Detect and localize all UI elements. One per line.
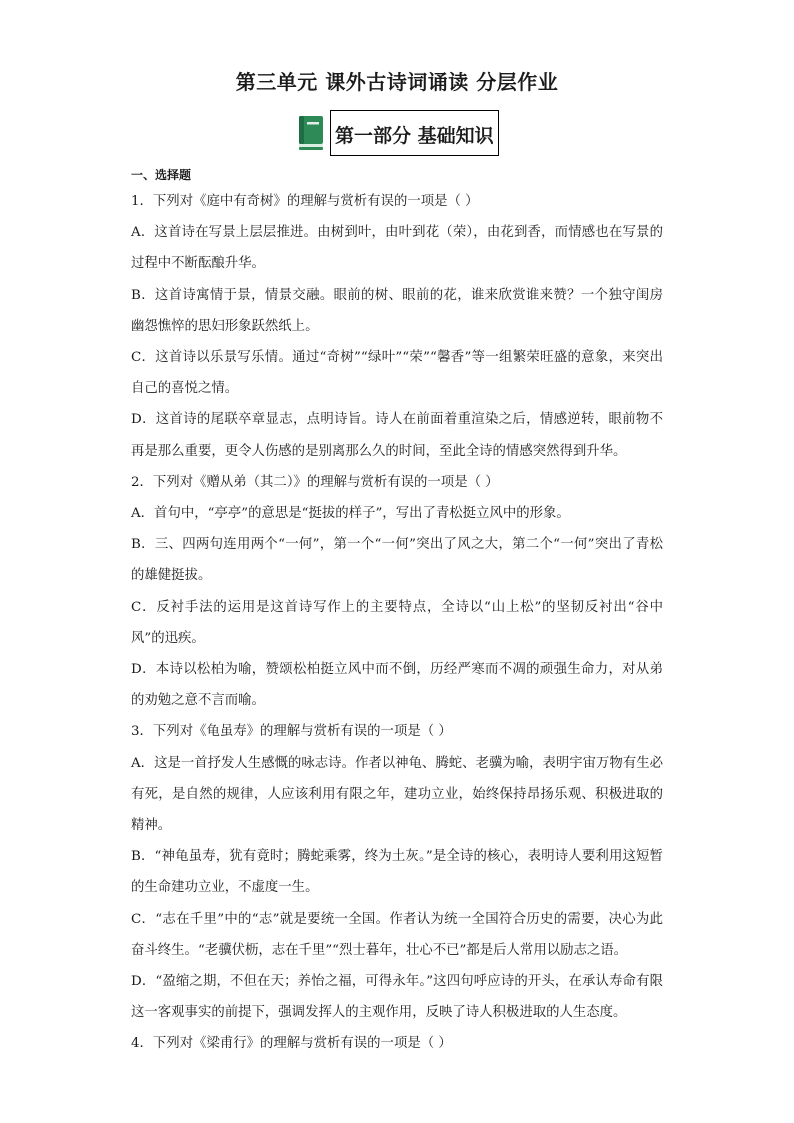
question-3-option-a: A．这是一首抒发人生感慨的咏志诗。作者以神龟、腾蛇、老骥为喻，表明宇宙万物有生必有死，是自然的规律，人应该利用有限之年，建功立业，始终保持昂扬乐观、积极进取的精神。 <box>131 755 663 834</box>
question-2-option-b: B．三、四两句连用两个“一何”，第一个“一何”突出了风之大，第二个“一何”突出了青松的雄健挺拔。 <box>131 537 663 584</box>
question-2-option-d: D．本诗以松柏为喻，赞颂松柏挺立风中而不倒，历经严寒而不凋的顽强生命力，对从弟的劝勉之意不言而喻。 <box>131 662 663 709</box>
question-content <box>131 164 663 1060</box>
section-title: 第一部分 基础知识 <box>330 110 499 156</box>
question-3-stem: 3．下列对《龟虽寿》的理解与赏析有误的一项是（ ） <box>131 724 452 740</box>
question-1-option-c: C．这首诗以乐景写乐情。通过“奇树”“绿叶”“荣”“馨香”等一组繁荣旺盛的意象，来突出自己的喜悦之情。 <box>131 350 663 397</box>
question-4-stem: 4．下列对《梁甫行》的理解与赏析有误的一项是（ ） <box>131 1036 452 1052</box>
question-1-option-d: D．这首诗的尾联卒章显志，点明诗旨。诗人在前面着重渲染之后，情感逆转，眼前物不再是那么重要，更令人伤感的是别离那么久的时间，至此全诗的情感突然得到升华。 <box>131 412 663 459</box>
book-icon <box>296 114 326 152</box>
question-3-option-b: B．“神龟虽寿，犹有竟时；腾蛇乘雾，终为土灰。”是全诗的核心，表明诗人要利用这短暂的生命建功立业，不虚度一生。 <box>131 849 663 896</box>
question-1-option-b: B．这首诗寓情于景，情景交融。眼前的树、眼前的花，谁来欣赏谁来赞？一个独守闺房幽怨憔悴的思妇形象跃然纸上。 <box>131 287 663 334</box>
question-1-stem: 1．下列对《庭中有奇树》的理解与赏析有误的一项是（ ） <box>131 194 479 209</box>
question-3-option-c: C．“志在千里”中的“志”就是要统一全国。作者认为统一全国符合历史的需要，决心为此奋斗终生。“老骥伏枥，志在千里”“烈士暮年，壮心不已”都是后人常用以励志之语。 <box>131 911 663 958</box>
section-header <box>296 110 499 156</box>
question-2-option-a: A．首句中，“亭亭”的意思是“挺拔的样子”，写出了青松挺立风中的形象。 <box>131 506 570 522</box>
section-label: 一、选择题 <box>131 168 192 182</box>
page-title: 第三单元 课外古诗词诵读 分层作业 <box>235 70 559 94</box>
question-3-option-d: D．“盈缩之期，不但在天；养怡之福，可得永年。”这四句呼应诗的开头，在承认寿命有限这一客观事实的前提下，强调发挥人的主观作用，反映了诗人积极进取的人生态度。 <box>131 974 663 1021</box>
question-2-option-c: C．反衬手法的运用是这首诗写作上的主要特点，全诗以“山上松”的坚韧反衬出“谷中风”的迅疾。 <box>131 599 663 646</box>
question-2-stem: 2．下列对《赠从弟（其二）》的理解与赏析有误的一项是（ ） <box>131 474 499 490</box>
question-1-option-a: A．这首诗在写景上层层推进。由树到叶，由叶到花（荣），由花到香，而情感也在写景的过程中不断酝酿升华。 <box>131 225 663 272</box>
